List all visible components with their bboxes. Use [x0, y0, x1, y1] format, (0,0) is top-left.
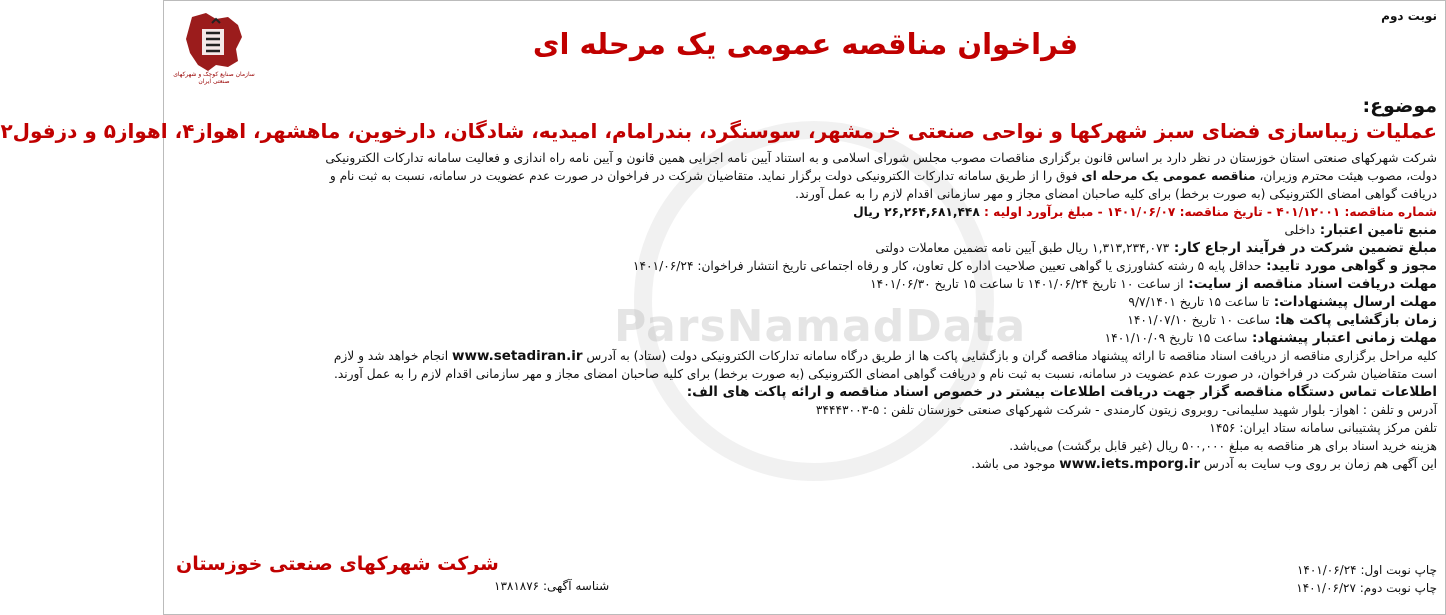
second-print-date: چاپ نوبت دوم: ۱۴۰۱/۰۶/۲۷ — [1296, 581, 1437, 595]
support-phone: تلفن مرکز پشتیبانی سامانه ستاد ایران: ۱۴۵۶ — [1209, 421, 1437, 435]
validity-line: مهلت زمانی اعتبار پیشنهاد: ساعت ۱۵ تاریخ ۱۴۰۱/۱۰/۰۹ — [1104, 330, 1437, 346]
watermark-text: ParsNamadData — [614, 301, 1027, 352]
first-print-date: چاپ نوبت اول: ۱۴۰۱/۰۶/۲۴ — [1296, 563, 1437, 577]
company-signature: شرکت شهرکهای صنعتی خوزستان — [176, 553, 499, 575]
round-label: نوبت دوم — [1381, 9, 1437, 23]
logo-caption: سازمان صنایع کوچک و شهرکهای صنعتی ایران — [173, 71, 255, 85]
contact-address: آدرس و تلفن : اهواز- بلوار شهید سلیمانی- روبروی زیتون کارمندی - شرکت شهرکهای صنعتی خوزستان تلفن : ۵-۳۴۴۴۳۰۰۳ — [815, 403, 1437, 417]
intro-line-1: شرکت شهرکهای صنعتی استان خوزستان در نظر دارد بر اساس قانون برگزاری مناقصات مصوب مجلس شورای اسلامی و به استناد آیین نامه اجرایی همین قانون و آیین نامه راه اندازی و فعالیت سامانه تدارکات الکترونیکی — [325, 151, 1437, 165]
intro-line-2: دولت، مصوب هیئت محترم وزیران، مناقصه عمومی یک مرحله ای فوق را از طریق سامانه تدارکات الکترونیکی دولت برگزار نماید. متقاضیان شرکت در فراخوان در صورت عدم عضویت در سامانه، نسبت به ثبت نام و — [329, 169, 1437, 183]
ad-id: شناسه آگهی: ۱۳۸۱۸۷۶ — [494, 579, 610, 593]
tender-info-line: شماره مناقصه: ۴۰۱/۱۲۰۰۱ - تاریخ مناقصه: ۱۴۰۱/۰۶/۰۷ - مبلغ برآورد اولیه : ۲۶,۲۶۴,۶۸۱,۴۴۸ ریال — [853, 205, 1437, 219]
website-line: این آگهی هم زمان بر روی وب سایت به آدرس www.iets.mporg.ir موجود می باشد. — [971, 456, 1437, 472]
iets-link[interactable]: www.iets.mporg.ir — [1059, 456, 1201, 472]
opening-time-line: زمان بازگشایی پاکت ها: ساعت ۱۰ تاریخ ۱۴۰۱/۰۷/۱۰ — [1127, 312, 1437, 328]
subject-text: عملیات زیباسازی فضای سبز شهرکها و نواحی صنعتی خرمشهر، سوسنگرد، بندرامام، امیدیه، شادگان، دارخوین، ماهشهر، اهواز۴، اهواز۵ و دزفول۲ — [0, 119, 1437, 143]
submit-deadline-line: مهلت ارسال پیشنهادات: تا ساعت ۱۵ تاریخ ۹/۷/۱۴۰۱ — [1128, 294, 1437, 310]
document-fee: هزینه خرید اسناد برای هر مناقصه به مبلغ ۵۰۰,۰۰۰ ریال (غیر قابل برگشت) می‌باشد. — [1009, 439, 1437, 453]
guarantee-line: مبلغ تضمین شرکت در فرآیند ارجاع کار: ۱,۳۱۳,۲۳۴,۰۷۳ ریال طبق آیین نامه تضمین معاملات دولتی — [875, 240, 1437, 256]
notice-title: فراخوان مناقصه عمومی یک مرحله ای — [532, 27, 1079, 61]
download-deadline-line: مهلت دریافت اسناد مناقصه از سایت: از ساعت ۱۰ تاریخ ۱۴۰۱/۰۶/۲۴ تا ساعت ۱۵ تاریخ ۱۴۰۱/۰۶/۳۰ — [870, 276, 1437, 292]
funding-line: منبع تامین اعتبار: داخلی — [1284, 222, 1437, 238]
procedure-line-1: کلیه مراحل برگزاری مناقصه از دریافت اسناد مناقصه تا ارائه پیشنهاد مناقصه گران و بازگشایی پاکت ها از طریق درگاه سامانه تدارکات الکترونیکی دولت (ستاد) به آدرس www.setadiran.ir انجام خواهد شد و لازم — [333, 348, 1437, 364]
procedure-line-2: است متقاضیان شرکت در فراخوان، در صورت عدم عضویت در سامانه، نسبت به ثبت نام و دریافت گواهی امضای الکترونیکی (به صورت برخط) برای کلیه صاحبان امضای مجاز و مهر سازمانی اقدام لازم را به عمل آورند. — [334, 367, 1437, 381]
notice-body — [172, 149, 1437, 473]
subject-label: موضوع: — [1362, 95, 1437, 117]
setadiran-link[interactable]: www.setadiran.ir — [452, 348, 583, 364]
contact-heading: اطلاعات تماس دستگاه مناقصه گزار جهت دریافت اطلاعات بیشتر در خصوص اسناد مناقصه و ارائه پاکت های الف: — [686, 384, 1437, 400]
intro-line-3: دریافت گواهی امضای الکترونیکی (به صورت برخط) برای کلیه صاحبان امضای مجاز و مهر سازمانی اقدام لازم را به عمل آورند. — [795, 187, 1437, 201]
license-line: مجوز و گواهی مورد تایید: حداقل پایه ۵ رشته کشاورزی یا گواهی تعیین صلاحیت اداره کل تعاون، کار و رفاه اجتماعی تاریخ انتشار فراخوان: ۱۴۰۱/۰۶/۲۴ — [632, 258, 1437, 274]
